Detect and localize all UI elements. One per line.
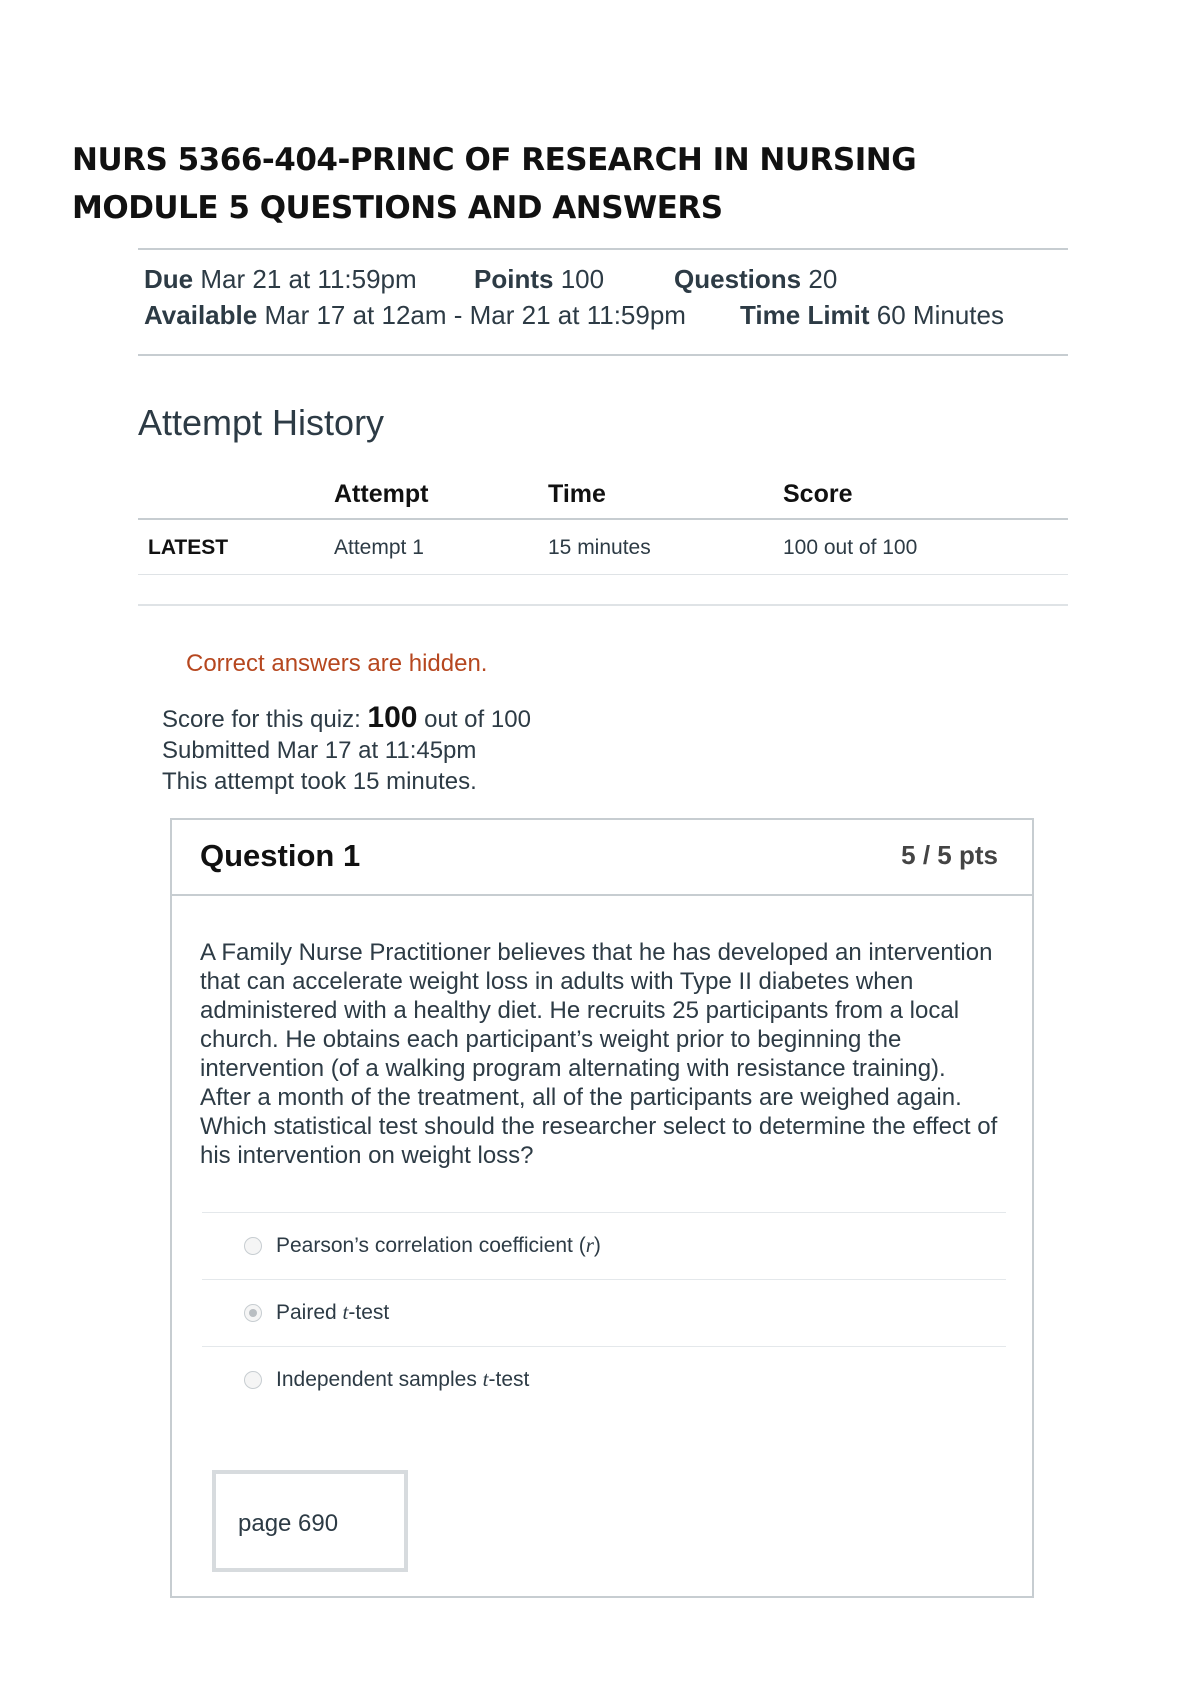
latest-badge: LATEST [148, 536, 229, 559]
due-label: Due [144, 264, 194, 294]
answer-label: Independent samples t-test [276, 1367, 530, 1391]
table-header-row [138, 474, 1068, 520]
points-value: 100 [560, 264, 605, 294]
question-card [170, 818, 1034, 1598]
answer-label: Paired t-test [276, 1300, 390, 1324]
due-value: Mar 21 at 11:59pm [200, 264, 417, 294]
question-text: A Family Nurse Practitioner believes that he has developed an intervention that can accelerate weight loss in adults with Type II diabetes when administered with a healthy diet. He recruits 25 participants from a local church. He obtains each participant’s weight prior to beginning the intervention (of a walking program alternating with resistance training). After a month of the treatment, all of the participants are weighed again. Which statistical test should the researcher select to determine the effect of his intervention on weight loss? [200, 939, 998, 1169]
answer-option-paired-t-test[interactable] [202, 1279, 1006, 1346]
score-line [162, 702, 531, 735]
quiz-details [138, 248, 1068, 356]
answer-option-independent-t-test[interactable] [202, 1346, 1006, 1413]
time-limit-label: Time Limit [740, 300, 870, 330]
duration-line: This attempt took 15 minutes. [162, 768, 477, 795]
radio-button[interactable] [244, 1371, 262, 1389]
question-points: 5 / 5 pts [901, 840, 998, 870]
attempt-link[interactable]: Attempt 1 [334, 536, 424, 559]
question-header [172, 820, 1032, 896]
attempt-history-table [138, 474, 1068, 575]
points-label: Points [474, 264, 554, 294]
divider [138, 604, 1068, 606]
questions-value: 20 [808, 264, 838, 294]
answer-comment-text: page 690 [238, 1510, 339, 1537]
attempt-score: 100 out of 100 [783, 536, 918, 559]
table-row [138, 520, 1068, 575]
answer-label: Pearson’s correlation coefficient (r) [276, 1233, 601, 1257]
submitted-line: Submitted Mar 17 at 11:45pm [162, 737, 477, 764]
available-label: Available [144, 300, 258, 330]
question-title: Question 1 [200, 838, 361, 873]
score-value: 100 [367, 701, 418, 734]
column-header-score: Score [783, 480, 853, 508]
questions-label: Questions [674, 264, 802, 294]
quiz-score-summary [162, 702, 531, 797]
attempt-time: 15 minutes [548, 536, 651, 559]
radio-button[interactable] [244, 1237, 262, 1255]
available-value: Mar 17 at 12am - Mar 21 at 11:59pm [264, 300, 686, 330]
column-header-attempt: Attempt [334, 480, 429, 508]
answer-list [202, 1212, 1006, 1413]
correct-answers-hidden-notice: Correct answers are hidden. [186, 650, 488, 677]
document-title: NURS 5366-404-PRINC OF RESEARCH IN NURSING MODULE 5 QUESTIONS AND ANSWERS [72, 142, 917, 226]
score-prefix: Score for this quiz: [162, 706, 368, 733]
radio-button-selected[interactable] [244, 1304, 262, 1322]
answer-comment-box [212, 1470, 408, 1572]
answer-option-pearson[interactable] [202, 1212, 1006, 1279]
attempt-history-heading: Attempt History [138, 402, 385, 443]
score-suffix: out of 100 [417, 706, 531, 733]
column-header-time: Time [548, 480, 606, 508]
time-limit-value: 60 Minutes [876, 300, 1004, 330]
